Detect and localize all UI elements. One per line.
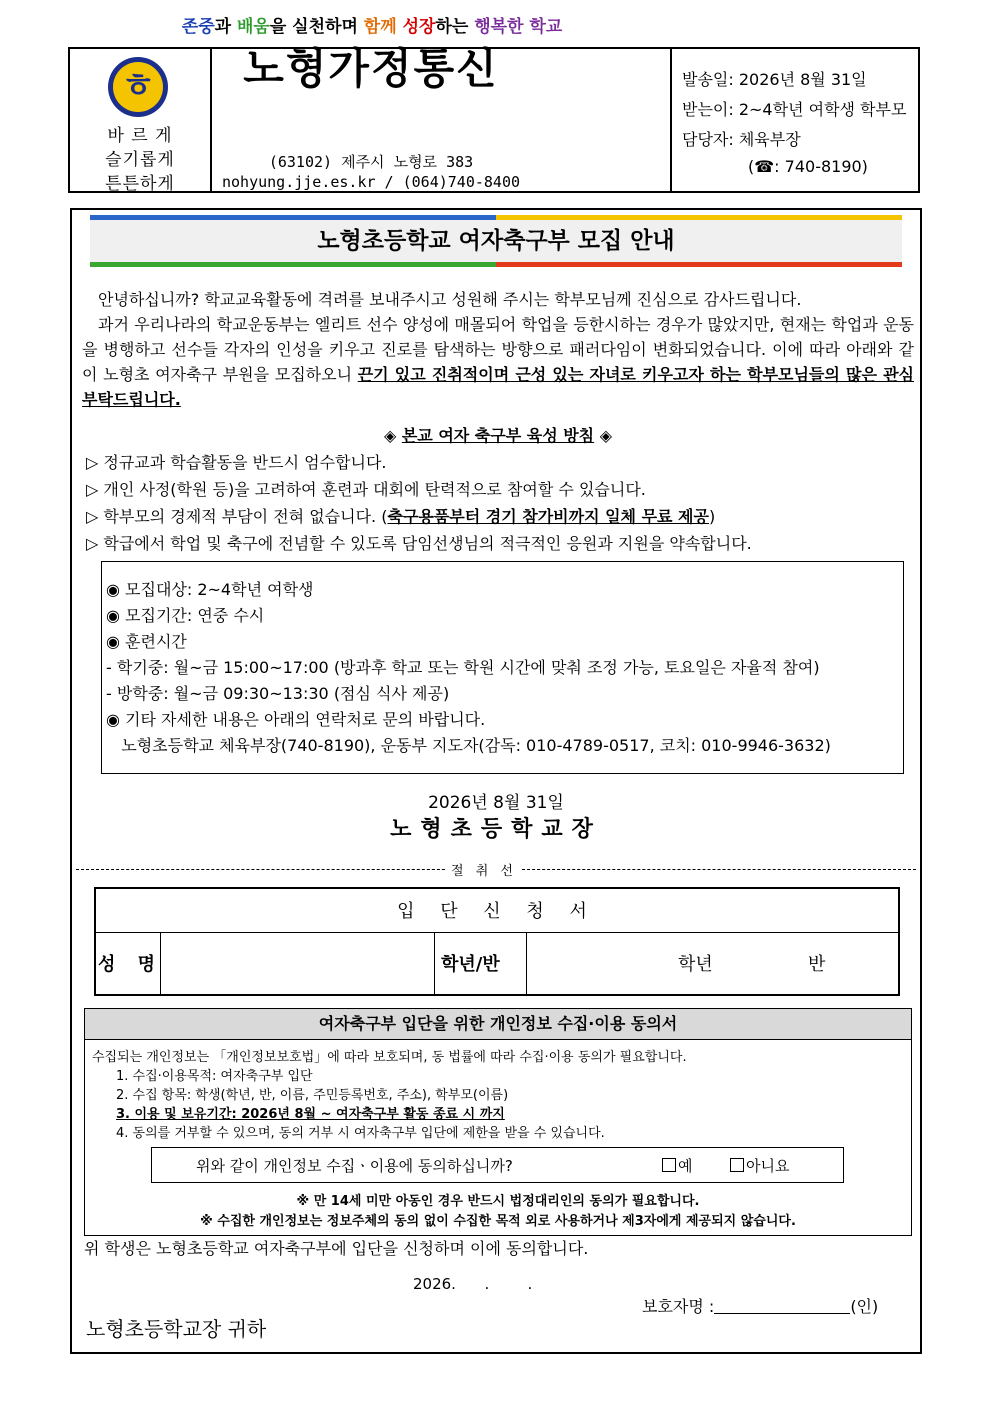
newsletter-title: 노형가정통신 — [243, 44, 499, 93]
cell-divider — [526, 933, 527, 994]
class-unit: 반 — [808, 954, 826, 975]
consent-item: 1. 수집·이용목적: 여자축구부 입단 — [116, 1069, 313, 1084]
consent-note-minor: ※ 만 14세 미만 아동인 경우 반드시 법정대리인의 동의가 필요합니다. — [296, 1194, 700, 1209]
grade-class-field[interactable] — [530, 942, 896, 972]
consent-question: 위와 같이 개인정보 수집ㆍ이용에 동의하십니까? — [196, 1157, 513, 1175]
sign-date: 2026. . . — [413, 1275, 533, 1293]
grade-class-label: 학년/반 — [441, 954, 500, 975]
school-address: (63102) 제주시 노형로 383 — [268, 153, 474, 171]
policy-item: ▷ 정규교과 학습활동을 반드시 엄수합니다. — [86, 453, 387, 472]
recipient: 받는이: 2~4학년 여학생 학부모 — [682, 100, 907, 119]
addressee: 노형초등학교장 귀하 — [86, 1317, 267, 1341]
info-target: ◉ 모집대상: 2~4학년 여학생 — [106, 580, 314, 599]
tagline-segment: 을 실천하며 — [269, 17, 364, 37]
tagline-segment: 하는 — [435, 17, 475, 37]
cell-divider — [434, 933, 435, 994]
guardian-signature: 보호자명 : (인) — [642, 1297, 879, 1316]
issue-date: 2026년 8월 31일 — [428, 793, 564, 813]
consent-intro: 수집되는 개인정보는 「개인정보보호법」에 따라 보호되며, 동 법률에 따라 수집·이용 동의가 필요합니다. — [92, 1050, 687, 1065]
tagline-segment: 존중 — [181, 17, 215, 37]
info-semester: - 학기중: 월~금 15:00~17:00 (방과후 학교 또는 학원 시간에 맞춰 조정 가능, 토요일은 자율적 참여) — [106, 658, 820, 677]
info-vacation: - 방학중: 월~금 09:30~13:30 (점심 식사 제공) — [106, 684, 450, 703]
principal-signature: 노형초등학교장 — [390, 817, 602, 842]
info-training-time: ◉ 훈련시간 — [106, 632, 187, 651]
motto-line-3: 튼튼하게 — [105, 174, 175, 194]
consent-title: 여자축구부 입단을 위한 개인정보 수집·이용 동의서 — [85, 1009, 911, 1040]
notice-title: 노형초등학교 여자축구부 모집 안내 — [317, 228, 675, 254]
tagline-segment: 과 — [214, 17, 237, 37]
school-tagline — [152, 12, 592, 37]
checkbox-icon[interactable] — [662, 1158, 676, 1172]
policy-heading: ◈ 본교 여자 축구부 육성 방침 ◈ — [383, 426, 613, 445]
sent-date: 발송일: 2026년 8월 31일 — [682, 70, 867, 89]
consent-note-usage: ※ 수집한 개인정보는 정보주체의 동의 없이 수집한 목적 외로 사용하거나 제3자에게 제공되지 않습니다. — [200, 1214, 796, 1229]
intro-greeting: 안녕하십니까? 학교교육활동에 격려를 보내주시고 성원해 주시는 학부모님께 진심으로 감사드립니다. — [98, 290, 802, 309]
policy-item: ▷ 학급에서 학업 및 축구에 전념할 수 있도록 담임선생님의 적극적인 응원과 지원을 약속합니다. — [86, 534, 752, 553]
info-contacts: 노형초등학교 체육부장(740-8190), 운동부 지도자(감독: 010-4789-0517, 코치: 010-9946-3632) — [106, 736, 831, 755]
manager-phone: (☎: 740-8190) — [748, 157, 868, 176]
tagline-segment: 행복한 학교 — [474, 17, 563, 37]
intro-body: 과거 우리나라의 학교운동부는 엘리트 선수 양성에 매몰되어 학업을 등한시하는 경우가 많았지만, 현재는 학업과 운동을 병행하고 선수들 각자의 인성을 키우고 진로를 탐색하는 방향으로 패러다임이 변화되었습니다. 이에 따라 아래와 같이 노형초 여자축구 부원을 모집하오니 끈기 있고 진취적이며 근성 있는 자녀로 키우고자 하는 학부모님들의 많은 관심 부탁드립니다. — [82, 315, 914, 409]
school-emblem-icon: ㅎ — [108, 57, 168, 117]
motto-line-2: 슬기롭게 — [105, 150, 175, 170]
policy-item: ▷ 학부모의 경제적 부담이 전혀 없습니다. (축구용품부터 경기 참가비까지 일체 무료 제공) — [86, 507, 716, 526]
policy-free-emphasis: 축구용품부터 경기 참가비까지 일체 무료 제공 — [387, 507, 709, 526]
tagline-segment: 성장 — [402, 17, 436, 37]
checkbox-icon[interactable] — [730, 1158, 744, 1172]
manager: 담당자: 체육부장 — [682, 130, 801, 149]
grade-unit: 학년 — [678, 954, 713, 975]
application-title: 입 단 신 청 서 — [397, 901, 597, 922]
consent-yes-option[interactable]: 예 — [662, 1155, 693, 1176]
info-etc: ◉ 기타 자세한 내용은 아래의 연락처로 문의 바랍니다. — [106, 710, 486, 729]
title-band-bottom-stripe — [90, 262, 902, 267]
info-period: ◉ 모집기간: 연중 수시 — [106, 606, 265, 625]
tagline-segment: 배움 — [236, 17, 270, 37]
consent-item: 4. 동의를 거부할 수 있으며, 동의 거부 시 여자축구부 입단에 제한을 받을 수 있습니다. — [116, 1126, 605, 1141]
apply-statement: 위 학생은 노형초등학교 여자축구부에 입단을 신청하며 이에 동의합니다. — [84, 1239, 589, 1258]
tagline-segment: 함께 — [363, 17, 403, 37]
consent-no-option[interactable]: 아니요 — [730, 1155, 789, 1176]
policy-item: ▷ 개인 사정(학원 등)을 고려하여 훈련과 대회에 탄력적으로 참여할 수 있습니다. — [86, 480, 646, 499]
name-label: 성 명 — [98, 954, 164, 975]
name-field[interactable] — [164, 942, 430, 972]
consent-item: 2. 수집 항목: 학생(학년, 반, 이름, 주민등록번호, 주소), 학부모(이름) — [116, 1088, 509, 1103]
title-band-top-stripe — [90, 215, 902, 220]
guardian-name-field[interactable] — [714, 1297, 850, 1314]
consent-item-period: 3. 이용 및 보유기간: 2026년 8월 ~ 여자축구부 활동 종료 시 까지 — [116, 1107, 505, 1122]
motto-line-1: 바 르 게 — [107, 126, 173, 146]
cut-line-label: 절 취 선 — [446, 860, 522, 879]
intro-emphasis: 끈기 있고 진취적이며 근성 있는 자녀로 키우고자 하는 학부모님들의 많은 관심 부탁드립니다. — [82, 365, 914, 409]
header-right-column — [670, 49, 918, 191]
application-row-divider — [96, 932, 898, 933]
school-contact: nohyung.jje.es.kr / (064)740-8400 — [221, 173, 520, 191]
